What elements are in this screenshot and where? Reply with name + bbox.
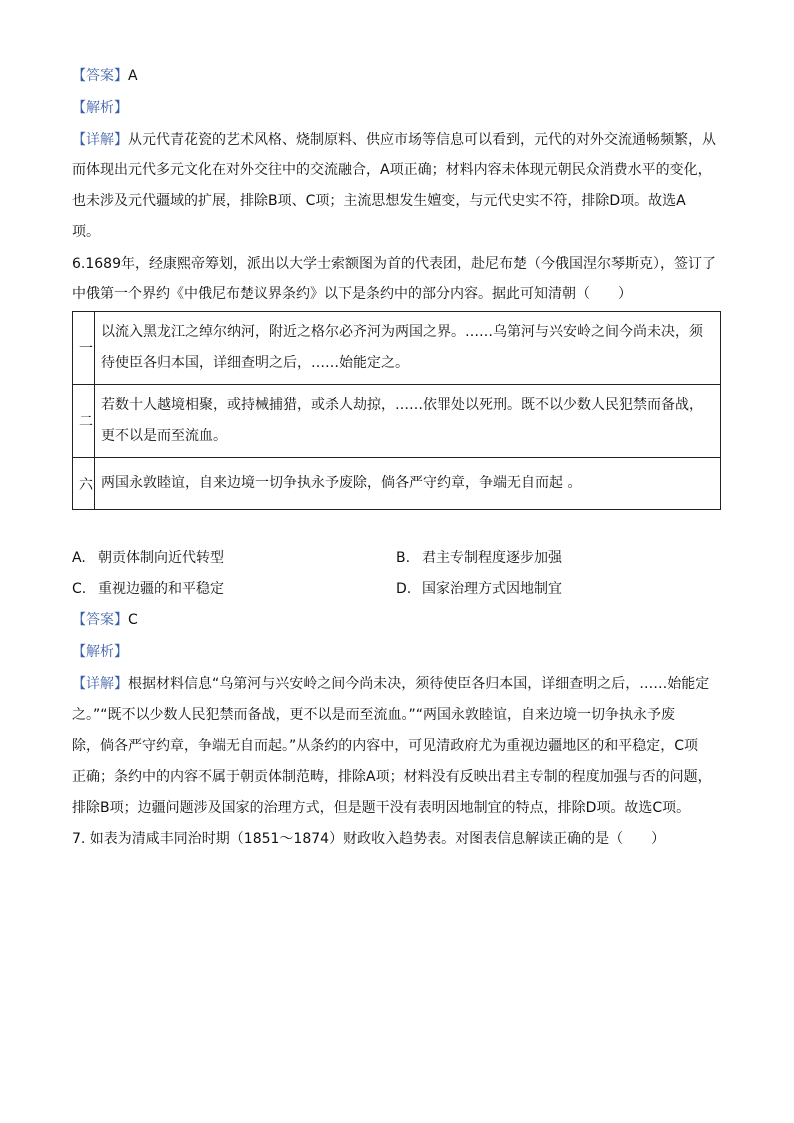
option-letter: C. [72,581,87,597]
analysis-5 [72,98,128,118]
detail-label: 【详解】 [72,676,128,692]
row-text-line: 若数十人越境相聚，或持械捕猎，或杀人劫掠，……依罪处以死刑。既不以少数人民犯禁而备战， [101,397,703,413]
option-text: 国家治理方式因地制宜 [422,581,562,597]
treaty-table [72,311,721,510]
table-row [73,458,720,510]
detail-text: 从元代青花瓷的艺术风格、烧制原料、供应市场等信息可以看到，元代的对外交流通畅频繁，从 [128,132,716,148]
detail-5-line-4: 项。 [72,224,100,240]
question-6-line-1: 6.1689年，经康熙帝筹划，派出以大学士索额图为首的代表团，赴尼布楚（今俄国涅尔琴斯克），签订了 [72,256,716,272]
option-letter: D. [396,581,412,597]
option-a[interactable] [72,548,224,568]
answer-6 [72,610,138,630]
answer-label: 【答案】 [72,612,128,628]
row-index: 六 [79,477,93,493]
row-text-line: 待使臣各归本国，详细查明之后，……始能定之。 [101,355,409,371]
detail-6-line-1 [72,674,709,694]
answer-value: C [128,612,138,628]
detail-text: 根据材料信息“乌第河与兴安岭之间今尚未决，须待使臣各归本国，详细查明之后，……始能定 [128,676,710,692]
detail-5-line-2: 而体现出元代多元文化在对外交往中的交流融合，A项正确；材料内容未体现元朝民众消费水平的变化， [72,162,712,178]
option-letter: B. [396,550,411,566]
answer-label: 【答案】 [72,68,128,84]
analysis-6 [72,642,128,662]
option-letter: A. [72,550,86,566]
detail-6-line-2: 之。”“既不以少数人民犯禁而备战，更不以是而至流血。”“两国永敦睦谊，自来边境一切争执永予废 [72,707,676,723]
table-row [73,385,720,458]
detail-label: 【详解】 [72,132,128,148]
detail-6-line-4: 正确；条约中的内容不属于朝贡体制范畴，排除A项；材料没有反映出君主专制的程度加强与否的问题， [72,769,712,785]
analysis-label: 【解析】 [72,644,128,660]
question-6-line-2: 中俄第一个界约《中俄尼布楚议界条约》以下是条约中的部分内容。据此可知清朝（ ） [72,286,632,302]
detail-5-line-1 [72,130,716,150]
row-index: 二 [79,414,93,430]
answer-5 [72,66,138,86]
detail-5-line-3: 也未涉及元代疆域的扩展，排除B项、C项；主流思想发生嬗变，与元代史实不符，排除D项。故选A [72,193,686,209]
detail-6-line-3: 除，倘各严守约章，争端无自而起。”从条约的内容中，可见清政府尤为重视边疆地区的和平稳定，C项 [72,738,699,754]
option-c[interactable] [72,579,224,599]
row-text-line: 两国永敦睦谊，自来边境一切争执永予废除，倘各严守约章，争端无自而起 。 [101,475,582,491]
row-text-line: 更不以是而至流血。 [101,428,227,444]
row-index: 一 [79,341,93,357]
table-row [73,312,720,385]
detail-6-line-5: 排除B项；边疆问题涉及国家的治理方式，但是题干没有表明因地制宜的特点，排除D项。故选C项。 [72,800,691,816]
option-b[interactable] [396,548,562,568]
analysis-label: 【解析】 [72,100,128,116]
option-d[interactable] [396,579,562,599]
option-text: 重视边疆的和平稳定 [98,581,224,597]
question-7: 7. 如表为清咸丰同治时期（1851～1874）财政收入趋势表。对图表信息解读正确的是（ ） [72,831,666,847]
answer-value: A [128,68,138,84]
option-text: 君主专制程度逐步加强 [422,550,562,566]
row-text-line: 以流入黑龙江之绰尔纳河，附近之格尔必齐河为两国之界。……乌第河与兴安岭之间今尚未决，须 [101,324,703,340]
option-text: 朝贡体制向近代转型 [98,550,224,566]
